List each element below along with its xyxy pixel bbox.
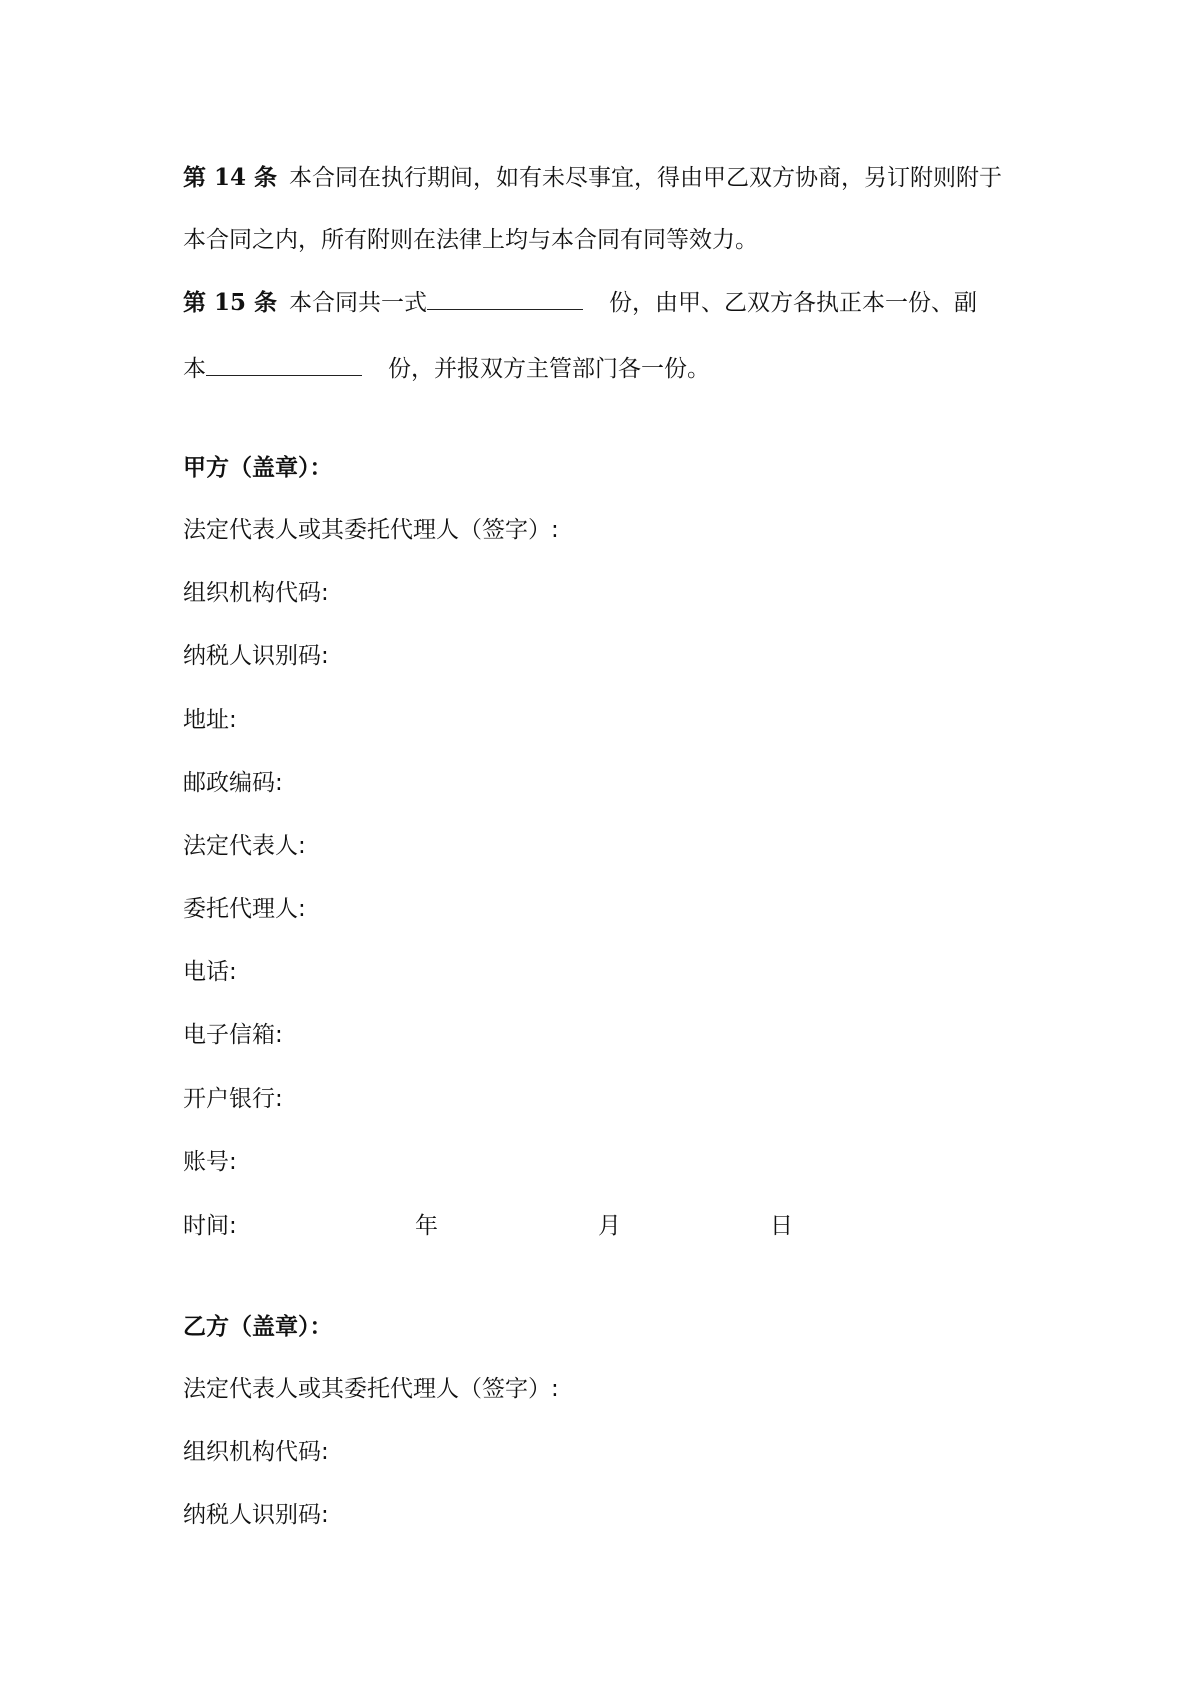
article-14-line-2: 本合同之内，所有附则在法律上均与本合同有同等效力。	[183, 227, 758, 253]
party-a-heading: 甲方（盖章）：	[183, 455, 333, 481]
party-b-field-taxpayer-id: 纳税人识别码:	[183, 1502, 329, 1528]
party-a-date-label: 时间:	[183, 1213, 237, 1239]
party-a-date-line	[183, 1211, 883, 1241]
copies-count-blank	[427, 287, 583, 310]
party-a-field-bank: 开户银行:	[183, 1086, 283, 1112]
party-a-field-taxpayer-id: 纳税人识别码:	[183, 643, 329, 669]
article-15-text-before-copies: 本合同共一式	[289, 290, 428, 316]
article-14-text-1: 本合同在执行期间，如有未尽事宜，得由甲乙双方协商，另订附则附于	[289, 165, 1003, 191]
article-15-line-1	[183, 287, 977, 318]
party-a-field-email: 电子信箱:	[183, 1022, 283, 1048]
party-a-date-year: 年	[415, 1213, 438, 1239]
party-a-field-account: 账号:	[183, 1149, 237, 1175]
party-a-field-postal-code: 邮政编码:	[183, 770, 283, 796]
party-b-field-signatory: 法定代表人或其委托代理人（签字）:	[183, 1376, 559, 1402]
party-a-field-address: 地址:	[183, 707, 237, 733]
party-a-date-day: 日	[770, 1213, 793, 1239]
party-a-field-signatory: 法定代表人或其委托代理人（签字）:	[183, 517, 559, 543]
party-a-field-agent: 委托代理人:	[183, 896, 306, 922]
party-a-field-org-code: 组织机构代码:	[183, 580, 329, 606]
party-b-field-org-code: 组织机构代码:	[183, 1439, 329, 1465]
article-14-label: 第 14 条	[183, 164, 278, 191]
duplicates-count-blank	[206, 353, 362, 376]
party-a-date-month: 月	[598, 1213, 621, 1239]
party-a-field-legal-rep: 法定代表人:	[183, 833, 306, 859]
article-15-text-before-duplicates: 本	[183, 356, 206, 382]
party-b-heading: 乙方（盖章）：	[183, 1314, 333, 1340]
article-15-line-2	[183, 353, 710, 384]
article-15-label: 第 15 条	[183, 289, 278, 316]
article-14-line-1	[183, 163, 1002, 193]
party-a-field-phone: 电话:	[183, 959, 237, 985]
article-15-text-after-duplicates: 份，并报双方主管部门各一份。	[388, 356, 710, 382]
article-15-text-after-copies: 份，由甲、乙双方各执正本一份、副	[609, 290, 978, 316]
